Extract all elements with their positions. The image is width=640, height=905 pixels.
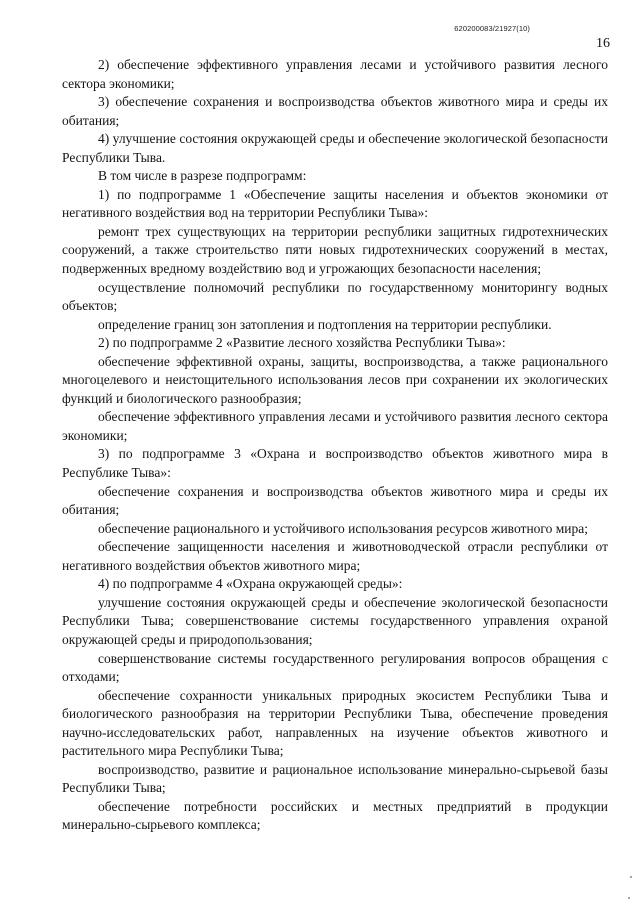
paragraph: совершенствование системы государственного регулирования вопросов обращения с отходами;	[62, 650, 608, 685]
paragraph: обеспечение эффективного управления лесами и устойчивого развития лесного сектора экономики;	[62, 409, 608, 443]
body-text	[62, 56, 608, 835]
paragraph: обеспечение рационального и устойчивого использования ресурсов животного мира;	[98, 520, 589, 536]
paragraph: 1) по подпрограмме 1 «Обеспечение защиты населения и объектов экономики от негативного воздействия вод на территории Республики Тыва»:	[62, 186, 608, 221]
paragraph: обеспечение защищенности населения и животноводческой отрасли республики от негативного воздействия объектов животного мира;	[62, 539, 608, 573]
scan-speck	[630, 876, 632, 878]
paragraph: обеспечение эффективной охраны, защиты, воспроизводства, а также рационального многоцелевого и неистощительного использования лесов при сохранении их экологических функций и биологического разнообразия;	[62, 353, 608, 406]
page-number: 16	[596, 36, 610, 51]
scan-speck	[628, 897, 630, 899]
paragraph: воспроизводство, развитие и рациональное использование минерально-сырьевой базы Республики Тыва;	[62, 761, 608, 796]
document-code: 620200083/21927(10)	[454, 24, 530, 33]
paragraph: 3) обеспечение сохранения и воспроизводства объектов животного мира и среды их обитания;	[62, 94, 608, 128]
paragraph: 4) улучшение состояния окружающей среды и обеспечение экологической безопасности Республики Тыва.	[62, 131, 608, 165]
paragraph: обеспечение сохранения и воспроизводства объектов животного мира и среды их обитания;	[62, 483, 608, 518]
paragraph: 2) обеспечение эффективного управления лесами и устойчивого развития лесного сектора экономики;	[62, 57, 608, 91]
paragraph: ремонт трех существующих на территории республики защитных гидротехнических сооружений, а также строительство пяти новых гидротехнических сооружений в местах, подверженных вредному воздействию вод и угрожающих безопасности населения;	[62, 223, 608, 277]
paragraph: осуществление полномочий республики по государственному мониторингу водных объектов;	[62, 279, 608, 314]
paragraph: В том числе в разрезе подпрограмм:	[98, 168, 307, 184]
paragraph: 3) по подпрограмме 3 «Охрана и воспроизводство объектов животного мира в Республике Тыва»:	[62, 446, 608, 481]
paragraph: улучшение состояния окружающей среды и обеспечение экологической безопасности Республики Тыва; совершенствование системы государственного управления охраной окружающей среды и природопользования;	[62, 594, 608, 647]
paragraph: обеспечение сохранности уникальных природных экосистем Республики Тыва и биологического разнообразия на территории Республики Тыва, обеспечение проведения научно-исследовательских работ, направленных на изучение объектов животного и растительного мира Республики Тыва;	[62, 687, 608, 759]
paragraph: 4) по подпрограмме 4 «Охрана окружающей среды»:	[98, 576, 403, 592]
paragraph: 2) по подпрограмме 2 «Развитие лесного хозяйства Республики Тыва»:	[98, 335, 506, 351]
paragraph: определение границ зон затопления и подтопления на территории республики.	[98, 316, 552, 332]
paragraph: обеспечение потребности российских и местных предприятий в продукции минерально-сырьевого комплекса;	[62, 798, 608, 833]
